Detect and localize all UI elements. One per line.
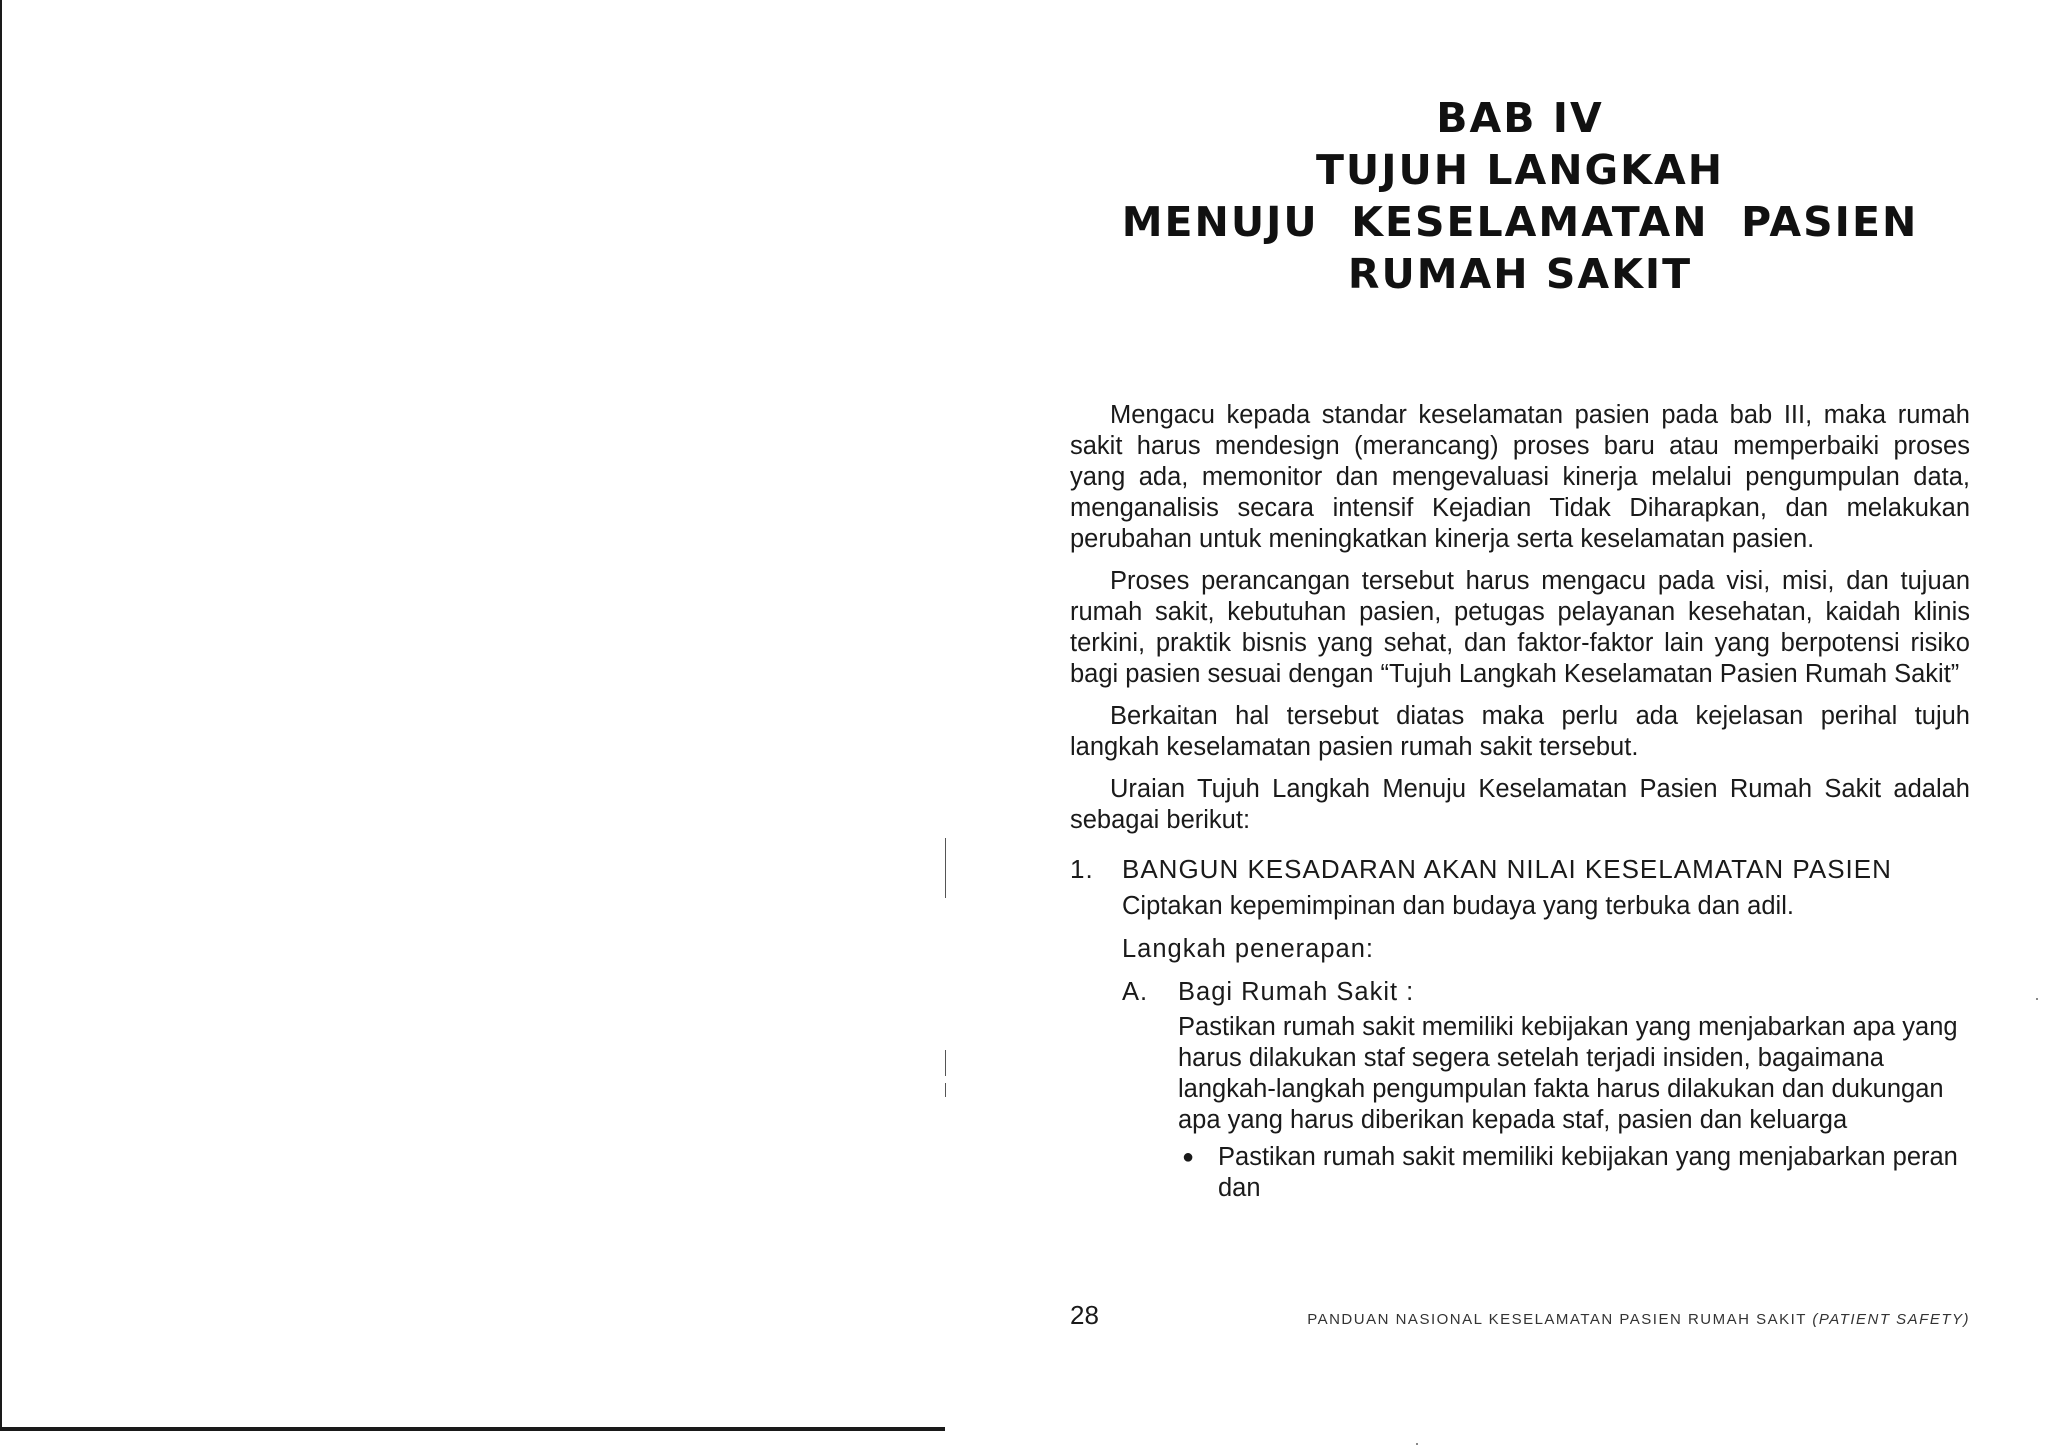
chapter-title-line: MENUJU KESELAMATAN PASIEN bbox=[1121, 198, 1919, 246]
scan-mark bbox=[945, 1083, 946, 1097]
page-number: 28 bbox=[1070, 1300, 1099, 1330]
subsection-paragraph: Pastikan rumah sakit memiliki kebijakan yang menjabarkan apa yang harus dilakukan staf segera setelah terjadi insiden, bagaimana langkah-langkah pengumpulan fakta harus dilakukan dan dukungan apa yang harus diberikan kepada staf, pasien dan keluarga bbox=[1178, 1013, 1958, 1134]
bullet-icon: ● bbox=[1182, 1146, 1195, 1168]
scan-edge-left bbox=[0, 0, 2, 1430]
body-paragraph: Berkaitan hal tersebut diatas maka perlu ada kejelasan perihal tujuh langkah keselamatan pasien rumah sakit tersebut. bbox=[1070, 702, 1970, 761]
subsection-content bbox=[1122, 1012, 1970, 1204]
subsection-title: Bagi Rumah Sakit : bbox=[1178, 978, 1415, 1006]
scan-speck bbox=[2036, 998, 2038, 1000]
subsection-letter: A. bbox=[1122, 978, 1149, 1006]
section-title: BANGUN KESADARAN AKAN NILAI KESELAMATAN PASIEN bbox=[1122, 854, 1892, 884]
body-paragraph: Proses perancangan tersebut harus mengacu pada visi, misi, dan tujuan rumah sakit, kebutuhan pasien, petugas pelayanan kesehatan, kaidah klinis terkini, praktik bisnis yang sehat, dan faktor-faktor lain yang berpotensi risiko bagi pasien sesuai dengan “Tujuh Langkah Keselamatan Pasien Rumah Sakit” bbox=[1070, 567, 1970, 688]
bullet-text: Pastikan rumah sakit memiliki kebijakan yang menjabarkan peran dan bbox=[1218, 1143, 1958, 1202]
document-page bbox=[1070, 0, 1970, 1449]
bullet-item bbox=[1182, 1142, 1970, 1204]
scan-mark bbox=[945, 838, 946, 898]
page-footer bbox=[1070, 1300, 1970, 1331]
body-paragraph: Mengacu kepada standar keselamatan pasien pada bab III, maka rumah sakit harus mendesign (merancang) proses baru atau memperbaiki proses yang ada, memonitor dan mengevaluasi kinerja melalui pengumpulan data, menganalisis secara intensif Kejadian Tidak Diharapkan, dan melakukan perubahan untuk meningkatkan kinerja serta keselamatan pasien. bbox=[1070, 401, 1970, 553]
chapter-body bbox=[1070, 400, 1970, 1204]
section-number: 1. bbox=[1070, 854, 1094, 884]
running-footer bbox=[1307, 1311, 1970, 1328]
section-heading bbox=[1070, 854, 1970, 885]
section-content bbox=[1070, 891, 1970, 1204]
running-footer-italic: (PATIENT SAFETY) bbox=[1812, 1311, 1970, 1328]
body-paragraph: Uraian Tujuh Langkah Menuju Keselamatan Pasien Rumah Sakit adalah sebagai berikut: bbox=[1070, 775, 1970, 834]
chapter-title-line: TUJUH LANGKAH bbox=[1315, 146, 1725, 194]
chapter-title-line: RUMAH SAKIT bbox=[1347, 250, 1693, 298]
scan-edge-bottom bbox=[0, 1427, 945, 1431]
running-footer-title: PANDUAN NASIONAL KESELAMATAN PASIEN RUMAH SAKIT bbox=[1307, 1311, 1807, 1328]
chapter-title-line: BAB IV bbox=[1436, 94, 1604, 142]
subsection-heading bbox=[1122, 977, 1970, 1008]
chapter-title bbox=[1070, 92, 1970, 300]
section-intro: Ciptakan kepemimpinan dan budaya yang terbuka dan adil. bbox=[1122, 892, 1794, 920]
steps-label: Langkah penerapan: bbox=[1122, 935, 1374, 963]
scan-mark bbox=[945, 1050, 946, 1076]
